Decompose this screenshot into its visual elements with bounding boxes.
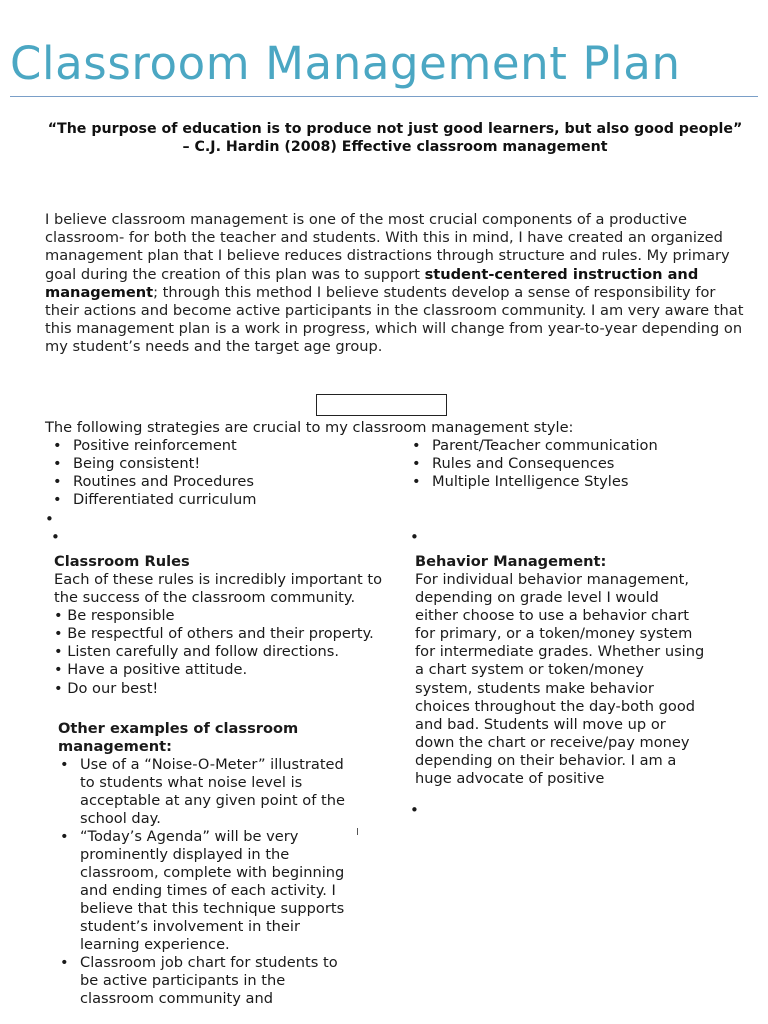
empty-bullet: • [45,510,54,528]
other-examples-heading: Other examples of classroom management: [58,720,299,755]
quote-text: “The purpose of education is to produce not just good learners, but also good people” [47,121,743,137]
list-item: • Multiple Intelligence Styles [404,473,744,491]
stray-mark [357,828,358,835]
list-item: • Differentiated curriculum [45,491,385,509]
strategies-right-list [404,437,744,491]
list-item: • Use of a “Noise-O-Meter” illustrated to students what noise level is acceptable at any given point of the school day. [50,756,350,828]
rule-item: • Have a positive attitude. [54,661,248,679]
classroom-rules-heading: Classroom Rules [54,553,190,570]
intro-text-2: ; through this method I believe students develop a sense of responsibility for their actions and become active participants in the classroom community. I am very aware that this management plan is a work in progress, which will change from year-to-year depending on my student’s needs and the target age group. [45,283,744,356]
list-item: • Routines and Procedures [45,473,385,491]
list-item: • Being consistent! [45,455,385,473]
rule-item: • Be respectful of others and their property. [54,625,374,643]
title-divider [10,96,758,97]
list-item: • “Today’s Agenda” will be very prominently displayed in the classroom, complete with beginning and ending times of each activity. I believe that this technique supports student’s involvement in their learning experience. [50,828,350,954]
behavior-management-box [415,553,705,798]
rule-item: • Be responsible [54,607,175,625]
classroom-rules-box [54,553,384,720]
other-examples-list [50,756,350,1008]
strategies-right-column [404,437,744,491]
other-examples-box [50,720,350,1024]
list-item: • Rules and Consequences [404,455,744,473]
page-title: Classroom Management Plan [10,37,681,90]
list-item: • Classroom job chart for students to be active participants in the classroom community and [50,954,350,1008]
list-item: • Positive reinforcement [45,437,385,455]
quote-attribution: – C.J. Hardin (2008) Effective classroom management [182,139,608,155]
rule-item: • Listen carefully and follow directions. [54,643,339,661]
empty-bullet: • [410,528,419,546]
intro-bold-text: student-centered instruction and management [45,265,699,301]
strategies-intro: The following strategies are crucial to my classroom management style: [45,419,574,436]
empty-text-box [316,394,447,416]
strategies-left-column [45,437,385,509]
behavior-heading: Behavior Management: [415,553,607,570]
intro-text-1: I believe classroom management is one of the most crucial components of a productive classroom- for both the teacher and students. With this in mind, I have created an organized management plan that I believe reduces distractions through structure and rules. My primary goal during the creation of this plan was to support [45,211,730,283]
strategies-left-list [45,437,385,509]
rule-item: • Do our best! [54,679,159,697]
behavior-body: For individual behavior management, depending on grade level I would either choose to use a behavior chart for primary, or a token/money system for intermediate grades. Whether using a chart system or token/money system, students make behavior choices throughout the day-both good and bad. Students will move up or down the chart or receive/pay money depending on their behavior. I am a huge advocate of positive [415,571,705,788]
classroom-rules-intro: Each of these rules is incredibly important to the success of the classroom community. [54,571,383,607]
quote-block [40,120,750,156]
empty-bullet: • [410,801,419,819]
empty-bullet: • [51,528,60,546]
list-item: • Parent/Teacher communication [404,437,744,455]
intro-paragraph [45,211,745,357]
